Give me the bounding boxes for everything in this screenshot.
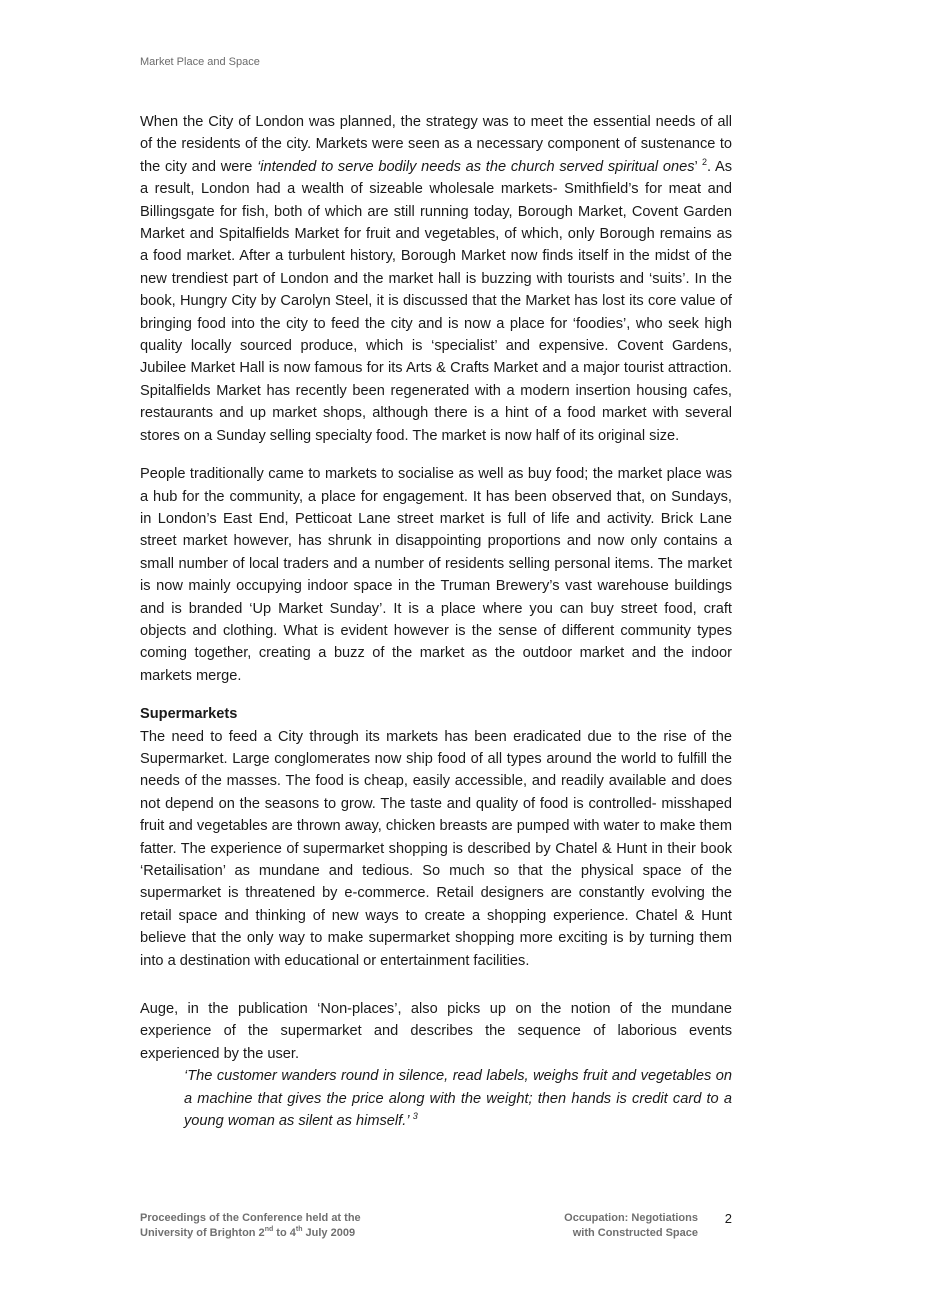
paragraph-social-markets: People traditionally came to markets to socialise as well as buy food; the market place was a hub for the community, a place for engagement. It has been observed that, on Sundays, in London’s East End, Petticoat Lane street market is full of life and activity. Brick Lane street market however, has shrunk in disappointing proportions and now only contains a small number of local traders and a number of residents selling personal items. The market is now mainly occupying indoor space in the Truman Brewery’s vast warehouse buildings and is branded ‘Up Market Sunday’. It is a place where you can buy street food, craft objects and clothing. What is evident however is the sense of different community types coming together, creating a buzz of the market as the outdoor market and the indoor markets merge. (140, 466, 732, 684)
paragraph-text: When the City of London was planned, the strategy was to meet the essential needs of all of the residents of the city. Markets were seen as a necessary component of sustenance to the city and were (140, 114, 732, 175)
page-number: 2 (724, 1211, 732, 1226)
footer-left-line1: Proceedings of the Conference held at the (140, 1212, 361, 1224)
footer-left-line2 (140, 1226, 440, 1241)
block-quote-text: ‘The customer wanders round in silence, read labels, weighs fruit and vegetables on a machine that gives the price along with the weight; then hands is credit card to a young woman as silent as himself.’ (184, 1068, 732, 1130)
footer-conference-info (140, 1211, 440, 1241)
footer-date-part1: University of Brighton 2 (140, 1227, 265, 1239)
footnote-ref-3: 3 (412, 1111, 418, 1122)
block-quote (184, 1065, 732, 1132)
document-body (140, 111, 732, 1132)
footer-right-line1: Occupation: Negotiations (564, 1212, 698, 1224)
footer-date-part3: July 2009 (302, 1227, 356, 1239)
footer-publication-info (540, 1211, 698, 1241)
footer-right-line2: with Constructed Space (572, 1227, 698, 1239)
running-header: Market Place and Space (140, 56, 260, 68)
quote-close: ’ (694, 158, 698, 175)
paragraph-text-continued: . As a result, London had a wealth of sizeable wholesale markets- Smithfield’s for meat and Billingsgate for fish, both of which are still running today, Borough Market, Covent Garden Market and Spitalfields Market for fruit and vegetables, of which, only Borough remains as a food market. After a turbulent history, Borough Market now finds itself in the midst of the new trendiest part of London and the market hall is buzzing with tourists and ‘suits’. In the book, Hungry City by Carolyn Steel, it is discussed that the Market has lost its core value of bringing food into the city to feed the city and is now a place for ‘foodies’, who seek high quality locally sourced produce, which is ‘specialist’ and expensive. Covent Gardens, Jubilee Market Hall is now famous for its Arts & Crafts Market and a major tourist attraction. Spitalfields Market has recently been regenerated with a modern insertion housing cafes, restaurants and up market shops, although there is a hint of a food market with several stores on a Sunday selling specialty food. The market is now half of its original size. (140, 158, 732, 444)
paragraph-markets-history (140, 111, 732, 447)
section-heading-supermarkets: Supermarkets (140, 706, 238, 723)
footer-sup-nd: nd (264, 1226, 274, 1233)
paragraph-non-places: Auge, in the publication ‘Non-places’, also picks up on the notion of the mundane experience of the supermarket and describes the sequence of laborious events experienced by the user. (140, 1001, 732, 1062)
inline-quote: ‘intended to serve bodily needs as the church served spiritual ones (257, 158, 695, 175)
footer-date-part2: to 4 (273, 1227, 296, 1239)
paragraph-supermarkets: The need to feed a City through its markets has been eradicated due to the rise of the Supermarket. Large conglomerates now ship food of all types around the world to fulfill the needs of the masses. The food is cheap, easily accessible, and readily available and does not depend on the seasons to grow. The taste and quality of food is controlled- misshaped fruit and vegetables are thrown away, chicken breasts are pumped with water to make them fatter. The experience of supermarket shopping is described by Chatel & Hunt in their book ‘Retailisation’ as mundane and tedious. So much so that the physical space of the supermarket is threatened by e-commerce. Retail designers are constantly evolving the retail space and thinking of new ways to create a shopping experience. Chatel & Hunt believe that the only way to make supermarket shopping more exciting is by turning them into a destination with educational or entertainment facilities. (140, 728, 732, 969)
footnote-ref-2: 2 (701, 156, 707, 167)
footer-sup-th: th (295, 1226, 303, 1233)
